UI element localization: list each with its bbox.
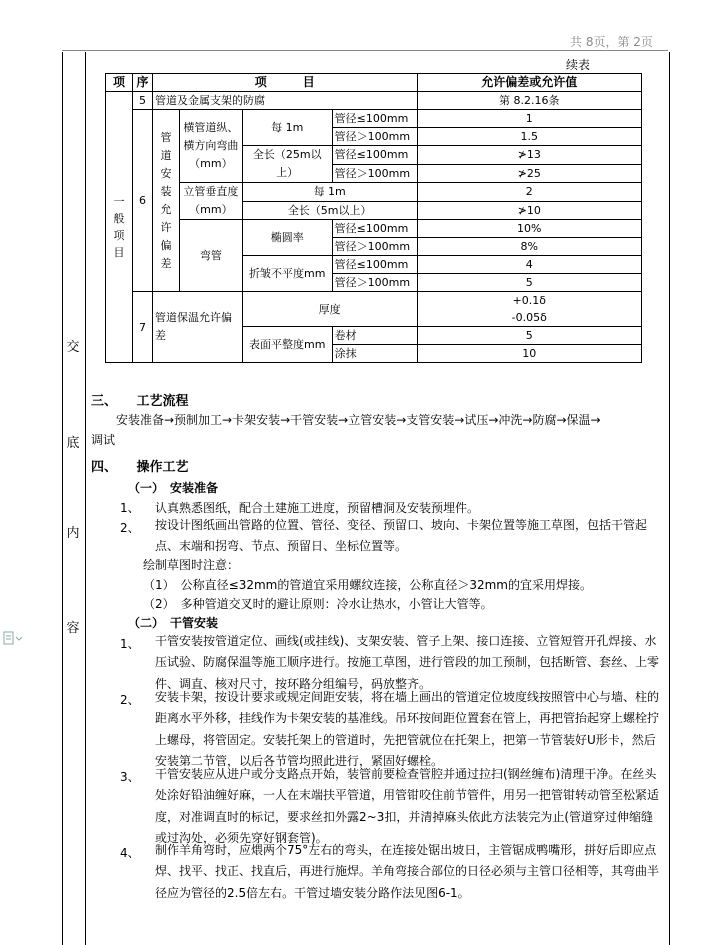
note-heading: 绘制草图时注意：	[143, 558, 240, 572]
table-row: 全长（5m以上） ≯10	[106, 201, 642, 220]
section-4-title: 四、 操作工艺	[91, 460, 189, 475]
continued-label: 续表	[566, 58, 591, 72]
list-item: 认真熟悉图纸，配合土建施工进度，预留槽洞及安装预埋件。	[155, 501, 480, 515]
header-item: 项	[106, 74, 133, 92]
table-header-row	[106, 74, 642, 92]
list-number: 2、	[120, 521, 140, 535]
note-item-1: （1） 公称直径≤32mm的管道宜采用螺纹连接，公称直径＞32mm的宜采用焊接。	[143, 578, 592, 592]
side-label-2: 底	[66, 436, 80, 451]
list-number: 3、	[120, 770, 140, 784]
page-number: 共 8页，第 2页	[570, 35, 653, 49]
tolerance-table	[105, 73, 642, 363]
list-number: 4、	[120, 846, 140, 860]
list-item: 按设计图纸画出管路的位置、管径、变径、预留口、坡向、卡架位置等施工草图，包括干管起点、末端和拐弯、节点、预留日、坐标位置等。	[155, 518, 648, 554]
header-tolerance: 允许偏差或允许值	[417, 74, 641, 92]
table-row: 涂抹 10	[106, 345, 642, 363]
header-seq: 序	[132, 74, 152, 92]
note-item-2: （2） 多种管道交叉时的避让原则：冷水让热水，小管让大管等。	[143, 597, 493, 611]
list-number: 1、	[120, 637, 140, 651]
table-row: 全长（25m以上） 管径≤100mm ≯13	[106, 146, 642, 165]
list-item: 安装卡架，按设计要求或规定间距安装，将在墙上画出的管道定位坡度线按照管中心与墙、柱的距离水平外移，挂线作为卡架安装的基准线。吊环按间距位置套在管上，再把管抬起穿上螺栓拧上螺母，将管固定。安装托架上的管道时，先把管就位在托架上，把第一节管装好U形卡，然后安装第二节管，以后各节管均照此进行，紧固好螺栓。	[155, 690, 660, 768]
table-row: 管径＞100mm ≯25	[106, 164, 642, 183]
table-row: 一般项目 5 管道及金属支架的防腐 第 8.2.16条	[106, 92, 642, 110]
table-row: 管径＞100mm 1.5	[106, 128, 642, 146]
table-row: 管径＞100mm 5	[106, 274, 642, 292]
list-item: 干管安装应从进户或分支路点开始，装管前要检查管腔并通过拉扫(钢丝缠布)清理干净。在丝头处涂好铅油缠好麻，一人在末端扶平管道，用管钳咬住前节管件，用另一把管钳转动管至松紧适度，对准调直时的标记，要求丝扣外露2~3扣，并清掉麻头依此方法装完为止(管道穿过伸缩缝或过沟处，必须先穿好钢套管)。	[155, 767, 660, 845]
list-number: 2、	[120, 693, 140, 707]
subsection-2-title: （二） 干管安装	[128, 616, 219, 630]
table-row: 7 管道保温允许偏差 厚度 +0.1δ -0.05δ	[106, 292, 642, 327]
table-row: 弯管 椭圆率 管径≤100mm 10%	[106, 220, 642, 238]
side-column-divider	[85, 52, 86, 945]
table-row: 表面平整度mm 卷材 5	[106, 327, 642, 345]
table-row: 立管垂直度（mm） 每 1m 2	[106, 183, 642, 202]
group-label: 一般项目	[106, 92, 133, 363]
side-label-1: 交	[66, 340, 80, 355]
list-item: 干管安装按管道定位、画线(或挂线)、支架安装、管子上架、接口连接、立管短管开孔焊接、水压试验、防腐保温等施工顺序进行。按施工草图，进行管段的加工预制，包括断管、套丝、上零件、调直、核对尺寸，按环路分组编号，码放整齐。	[155, 634, 660, 691]
side-label-4: 容	[66, 621, 80, 636]
document-icon[interactable]	[2, 631, 24, 645]
header-project: 项 目	[152, 74, 417, 92]
subsection-1-title: （一） 安装准备	[128, 481, 219, 495]
table-row: 管径＞100mm 8%	[106, 238, 642, 256]
section-3-title: 三、 工艺流程	[91, 394, 189, 409]
side-label-3: 内	[66, 526, 80, 541]
list-item: 制作羊角弯时，应煨两个75°左右的弯头，在连接处锯出坡日，主管锯成鸭嘴形，拼好后即应点焊、找平、找正、找直后，再进行施焊。羊角弯接合部位的日径必须与主管口径相等，其弯曲半径应为管径的2.5倍左右。干管过墙安装分路作法见图6-1。	[155, 843, 660, 900]
header-rule	[62, 50, 668, 51]
list-number: 1、	[120, 501, 140, 515]
process-flow-line1: 安装准备→预制加工→卡架安装→干管安装→立管安装→支管安装→试压→冲洗→防腐→保温→	[116, 413, 601, 427]
process-flow-line2: 调试	[91, 433, 116, 447]
table-row: 6 管道安装允许偏差 横管道纵、横方向弯曲（mm） 每 1m 管径≤100mm 1	[106, 110, 642, 128]
table-row: 折皱不平度mm 管径≤100mm 4	[106, 256, 642, 274]
